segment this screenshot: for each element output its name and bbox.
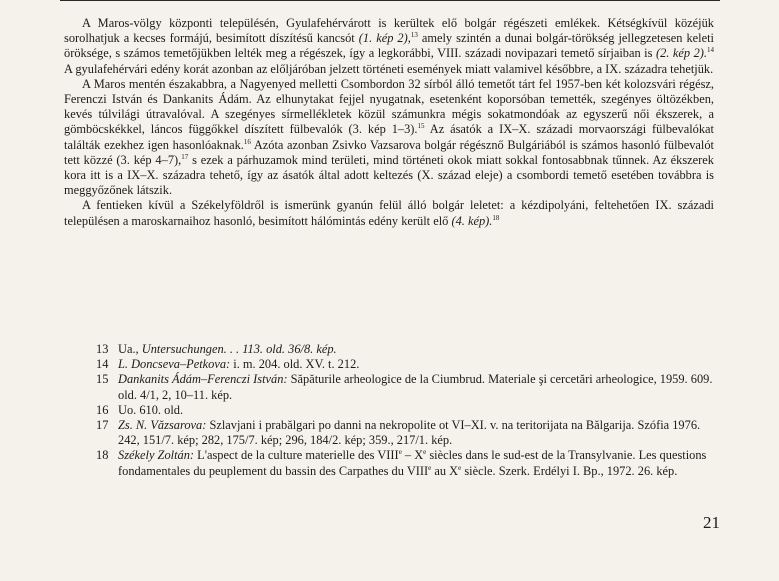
footnote — [96, 372, 716, 402]
footnote — [96, 342, 716, 357]
text-run: siècle. Szerk. Erdélyi I. Bp., 1972. 26. kép. — [461, 463, 678, 478]
footnote — [96, 418, 716, 448]
text-run: Săpăturile arheologice de la Ciumbrud. Materiale şi cercetări arheologice, 1959. 609. old. 4/1, 2, 10–11. kép. — [118, 372, 713, 402]
italic-text: L. Doncseva–Petkova: — [118, 357, 231, 372]
footnote-ref: e — [458, 463, 462, 472]
footnote-number: 14 — [96, 357, 109, 372]
text-run: siècles dans le sud-est de la Transylvanie. Les questions fondamentales du peuplement du bassin des Carpathes du VIII — [118, 448, 707, 478]
paragraph — [64, 77, 714, 199]
footnote-text — [118, 357, 716, 372]
top-rule — [60, 0, 720, 1]
italic-text: Zs. N. Văzsarova: — [118, 418, 207, 433]
text-run: Ua., — [118, 342, 142, 356]
footnote-text — [118, 372, 716, 402]
footnote-ref: 18 — [492, 213, 500, 222]
footnote-number: 18 — [96, 448, 109, 463]
text-run: L'aspect de la culture materielle des VIII — [194, 448, 399, 463]
text-run: A fentieken kívül a Székelyföldről is ismerünk gyanún felül álló bolgár leletet: a kézdipolyáni, feltehetően IX. századi településen a maroskarnaihoz hasonló, besimított hálómintás edény került elő — [64, 198, 714, 228]
text-run: – X — [401, 448, 424, 463]
italic-text: (4. kép). — [451, 213, 493, 228]
footnote-text — [118, 342, 716, 357]
footnote-ref: e — [398, 448, 402, 457]
main-text — [64, 16, 714, 229]
italic-text: Székely Zoltán: — [118, 448, 195, 463]
footnote-ref: 17 — [181, 152, 189, 161]
text-run: s ezek a párhuzamok mind területi, mind történeti okok miatt sokkal fontosabbnak tűnnek. Az ékszerek kora itt is a IX–X. századra tehető, így az ásatók által adott keltezés (X. század eleje) a csombordi temető esetében továbbra is meggyőzőnek látszik. — [64, 152, 714, 198]
italic-text: (1. kép 2), — [358, 31, 411, 46]
paragraph — [64, 198, 714, 228]
footnote-ref: 16 — [243, 137, 251, 146]
footnotes — [96, 342, 716, 479]
footnote — [96, 403, 716, 418]
text-run: A Maros-völgy központi településén, Gyulafehérvárott is kerültek elő bolgár régészeti emlékek. Kétségkívül közéjük sorolhatjuk a kecses formájú, besimított díszítésű kancsót — [64, 16, 714, 46]
text-run: A gyulafehérvári edény korát azonban az előljáróban jelzett történeti események miatt valamivel későbbre, a IX. századra tehetjük. — [64, 61, 714, 76]
footnote-ref: 14 — [707, 46, 714, 55]
footnote — [96, 448, 716, 478]
page-number: 21 — [703, 513, 720, 532]
text-run: Szlavjani i prabălgari po danni na nekropolite ot VI–XI. v. na teritorijata na Bălgarija. Szófia 1976. 242, 151/7. kép; 282, 175/7. kép; 296, 184/2. kép; 359., 217/1. kép. — [118, 418, 701, 448]
footnote — [96, 357, 716, 372]
footnote-ref: e — [423, 448, 427, 457]
footnote-number: 17 — [96, 418, 109, 433]
text-run: A Maros mentén északabbra, a Nagyenyed melletti Csombordon 32 sírból álló temetőt tárt fel 1957-ben két kolozsvári régész, Ferenczi István és Dankanits Ádám. Az elhunytakat fejjel nyugatnak, esetenként koporsóban temették, szegényes öltözékben, kevés túlvilági útravalóval. A szegényes sírmellékletek közül számunkra mégis sokatmondóak az egyszerű női ékszerek, a gömböcskékkel, láncos függőkkel díszített fülbevalók (3. kép 1–3). — [64, 76, 714, 137]
footnote-text — [118, 418, 716, 448]
text-run: Azóta azonban Zsivko Vazsarova bolgár régésznő Bulgáriából is számos hasonló fülbevalót tett közzé (3. kép 4–7), — [64, 137, 714, 167]
footnote-text — [118, 403, 716, 418]
text-run: i. m. 204. old. XV. t. 212. — [230, 357, 360, 372]
paragraph — [64, 16, 714, 77]
italic-text: Dankanits Ádám–Ferenczi István: — [118, 372, 288, 387]
text-run: amely szintén a dunai bolgár-törökség jellegzetesen keleti öröksége, s számos temetőjükben lelték meg a régészek, így a legkorábbi, VIII. századi novipazari temető sírjaiban is — [64, 31, 715, 61]
footnote-ref: 13 — [410, 31, 418, 40]
footnote-number: 16 — [96, 402, 109, 417]
text-run: Uo. 610. old. — [118, 402, 184, 417]
footnote-ref: e — [428, 463, 432, 472]
text-run: Az ásatók a IX–X. századi morvaországi fülbevalókat találták ezekhez igen hasonlóaknak. — [64, 122, 714, 152]
italic-text: Untersuchungen. . . 113. old. 36/8. kép. — [141, 342, 337, 356]
italic-text: (2. kép 2). — [655, 46, 707, 61]
text-run: au X — [431, 463, 459, 478]
footnote-number: 13 — [96, 342, 109, 356]
footnote-text — [118, 448, 716, 478]
footnote-number: 15 — [96, 372, 109, 387]
footnote-ref: 15 — [417, 122, 425, 131]
